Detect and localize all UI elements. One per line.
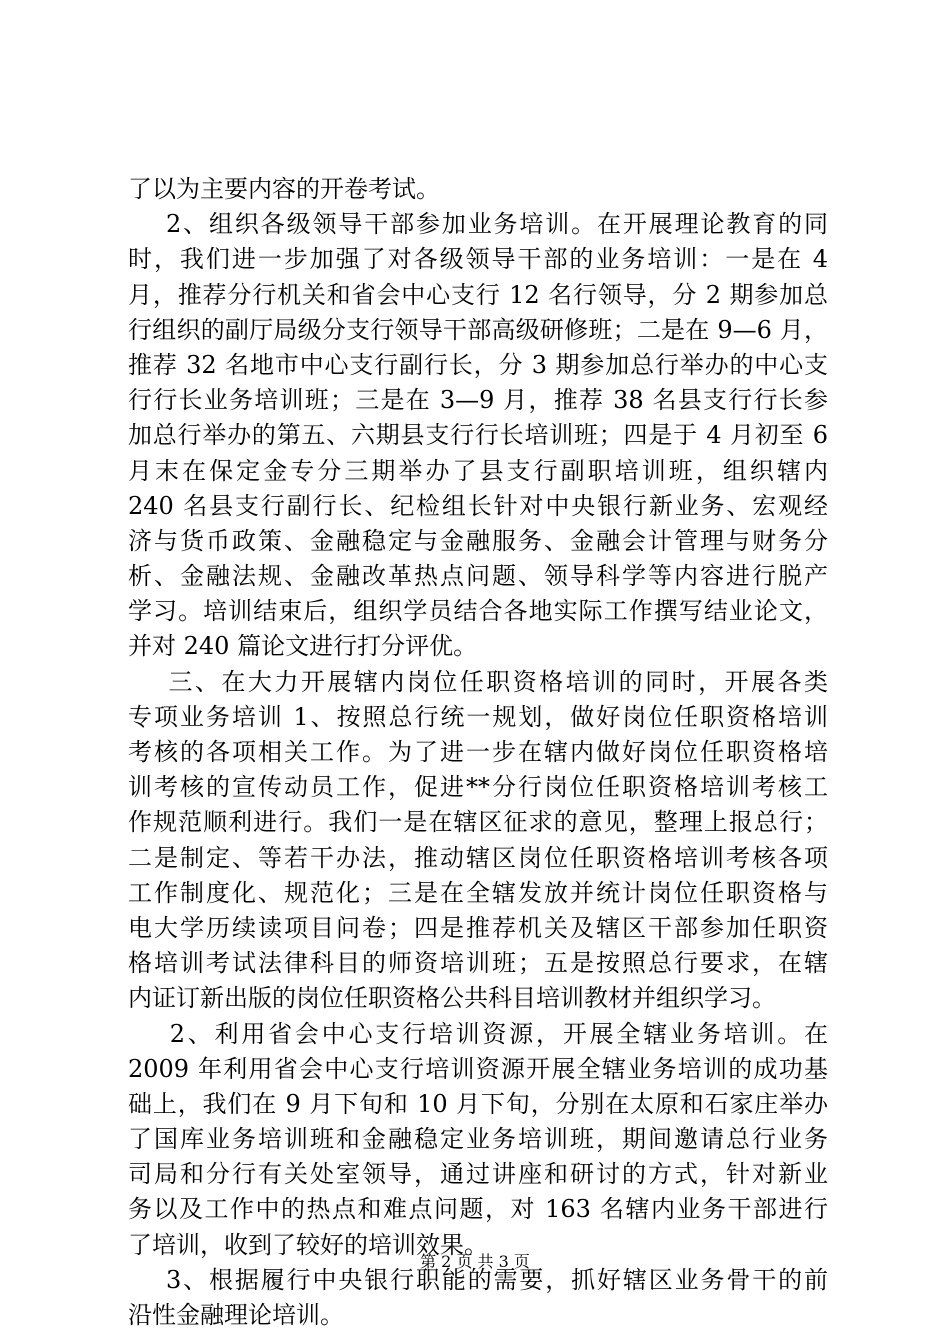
text-line: 了以为主要内容的开卷考试。: [128, 175, 440, 203]
text-line: 训考核的宣传动员工作，促进**分行岗位任职资格培训考核工: [128, 773, 828, 802]
text-line: 月末在保定金专分三期举办了县支行副职培训班，组织辖内: [128, 456, 828, 485]
document-body: [128, 172, 828, 1333]
text-line: 础上，我们在 9 月下旬和 10 月下旬，分别在太原和石家庄举办: [128, 1089, 828, 1118]
text-line: 240 名县支行副行长、纪检组长针对中央银行新业务、宏观经: [128, 491, 828, 520]
text-line: 了培训，收到了较好的培训效果。: [128, 1230, 488, 1259]
text-line: 工作制度化、规范化；三是在全辖发放并统计岗位任职资格与: [128, 878, 828, 907]
text-line: 并对 240 篇论文进行打分评优。: [128, 632, 478, 661]
text-line: 2、组织各级领导干部参加业务培训。在开展理论教育的同: [128, 210, 828, 239]
text-line: 二是制定、等若干办法，推动辖区岗位任职资格培训考核各项: [128, 843, 828, 872]
text-line: 专项业务培训 1、按照总行统一规划，做好岗位任职资格培训: [128, 702, 828, 731]
text-line: 行组织的副厅局级分支行领导干部高级研修班；二是在 9—6 月，: [128, 315, 828, 344]
text-line: 务以及工作中的热点和难点问题，对 163 名辖内业务干部进行: [128, 1195, 828, 1224]
text-line: 3、根据履行中央银行职能的需要，抓好辖区业务骨干的前: [128, 1265, 828, 1294]
text-line: 时，我们进一步加强了对各级领导干部的业务培训：一是在 4: [128, 245, 828, 274]
text-line: 2、利用省会中心支行培训资源，开展全辖业务培训。在: [128, 1019, 828, 1048]
text-line: 司局和分行有关处室领导，通过讲座和研讨的方式，针对新业: [128, 1160, 828, 1189]
text-line: 了国库业务培训班和金融稳定业务培训班，期间邀请总行业务: [128, 1125, 828, 1154]
text-line: 济与货币政策、金融稳定与金融服务、金融会计管理与财务分: [128, 526, 828, 555]
text-line: 行行长业务培训班；三是在 3—9 月，推荐 38 名县支行行长参: [128, 386, 828, 415]
text-line: 2009 年利用省会中心支行培训资源开展全辖业务培训的成功基: [128, 1054, 828, 1083]
text-line: 推荐 32 名地市中心支行副行长，分 3 期参加总行举办的中心支: [128, 350, 828, 379]
text-line: 格培训考试法律科目的师资培训班；五是按照总行要求，在辖: [128, 949, 828, 978]
text-line: 电大学历续读项目问卷；四是推荐机关及辖区干部参加任职资: [128, 913, 828, 942]
text-line: 月，推荐分行机关和省会中心支行 12 名行领导，分 2 期参加总: [128, 280, 828, 309]
text-line: 作规范顺利进行。我们一是在辖区征求的意见，整理上报总行；: [128, 808, 828, 837]
text-line: 加总行举办的第五、六期县支行行长培训班；四是于 4 月初至 6: [128, 421, 828, 450]
text-line: 析、金融法规、金融改革热点问题、领导科学等内容进行脱产: [128, 562, 828, 591]
text-line: 内证订新出版的岗位任职资格公共科目培训教材并组织学习。: [128, 984, 776, 1013]
text-line: 考核的各项相关工作。为了进一步在辖内做好岗位任职资格培: [128, 738, 828, 766]
text-line: 学习。培训结束后，组织学员结合各地实际工作撰写结业论文，: [128, 597, 828, 626]
page-footer: 第 2 页 共 3 页: [420, 1252, 530, 1271]
text-line: 沿性金融理论培训。: [128, 1301, 344, 1329]
text-line: 三、在大力开展辖内岗位任职资格培训的同时，开展各类: [128, 667, 828, 696]
